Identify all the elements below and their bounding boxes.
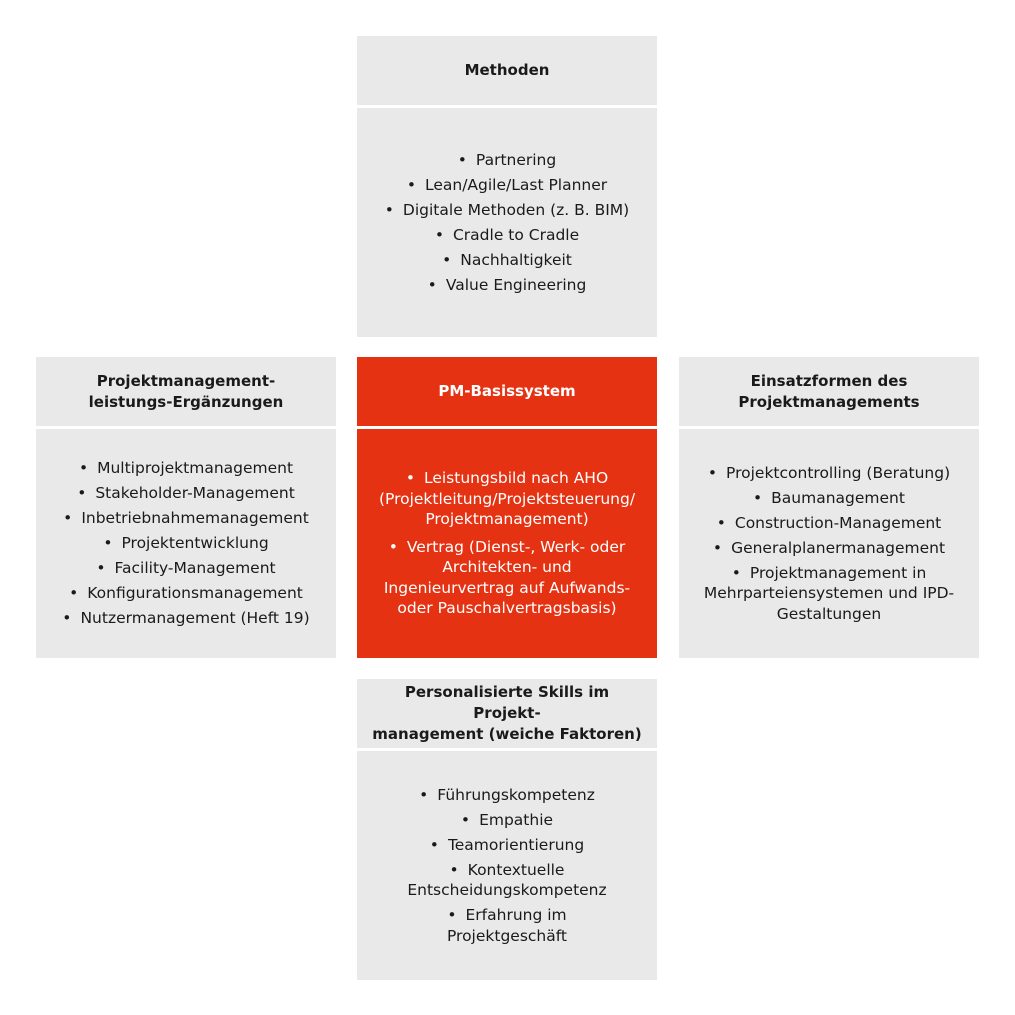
list-item: • Multiprojektmanagement: [46, 458, 326, 479]
list-item: • Lean/Agile/Last Planner: [367, 175, 647, 196]
pm-basissystem-list-panel: [357, 429, 657, 658]
list-item: • Stakeholder-Management: [46, 483, 326, 504]
methoden-box: [357, 36, 657, 337]
einsatzformen-box: [679, 357, 979, 658]
skills-list-panel: [357, 751, 657, 980]
list-item: • Value Engineering: [367, 275, 647, 296]
list-item: • Inbetriebnahmemanagement: [46, 508, 326, 529]
list-item: • Leistungsbild nach AHO (Projektleitung/Projektsteuerung/ Projektmanagement): [375, 468, 639, 530]
skills-title: [357, 679, 657, 748]
ergaenzungen-title: [36, 357, 336, 426]
skills-title-text: Personalisierte Skills im Projekt- management (weiche Faktoren): [372, 683, 642, 743]
einsatzformen-title: Einsatzformen des Projektmanagements: [679, 357, 979, 426]
list-item: • Projektmanagement in Mehrparteiensystemen und IPD-Gestaltungen: [703, 563, 955, 625]
list-item: • Baumanagement: [703, 488, 955, 509]
list-item: • Cradle to Cradle: [367, 225, 647, 246]
list-item: • Führungskompetenz: [397, 785, 617, 806]
einsatzformen-list: [703, 463, 955, 625]
list-item: • Digitale Methoden (z. B. BIM): [367, 200, 647, 221]
skills-box: [357, 679, 657, 980]
list-item: • Nachhaltigkeit: [367, 250, 647, 271]
einsatzformen-list-panel: [679, 429, 979, 658]
list-item: • Facility-Management: [46, 558, 326, 579]
list-item: • Vertrag (Dienst-, Werk- oder Architekten- und Ingenieurvertrag auf Aufwands- oder Pauschalvertragsbasis): [375, 537, 639, 619]
methoden-title: Methoden: [357, 36, 657, 105]
ergaenzungen-list: [46, 458, 326, 629]
list-item: • Teamorientierung: [397, 835, 617, 856]
list-item: • Konfigurationsmanagement: [46, 583, 326, 604]
methoden-list-panel: [357, 108, 657, 337]
list-item: • Kontextuelle Entscheidungskompetenz: [397, 860, 617, 901]
skills-list: [397, 785, 617, 947]
list-item: • Empathie: [397, 810, 617, 831]
list-item: • Generalplanermanagement: [703, 538, 955, 559]
list-item: • Nutzermanagement (Heft 19): [46, 608, 326, 629]
ergaenzungen-title-text: Projektmanagement- leistungs-Ergänzungen: [88, 371, 284, 411]
list-item: • Projektcontrolling (Beratung): [703, 463, 955, 484]
methoden-list: [367, 150, 647, 296]
ergaenzungen-box: [36, 357, 336, 658]
list-item: • Construction-Management: [703, 513, 955, 534]
list-item: • Partnering: [367, 150, 647, 171]
pm-basissystem-title: PM-Basissystem: [357, 357, 657, 426]
list-item: • Erfahrung im Projektgeschäft: [397, 905, 617, 946]
pm-basissystem-box: [357, 357, 657, 658]
pm-basissystem-list: [375, 468, 639, 619]
ergaenzungen-list-panel: [36, 429, 336, 658]
list-item: • Projektentwicklung: [46, 533, 326, 554]
